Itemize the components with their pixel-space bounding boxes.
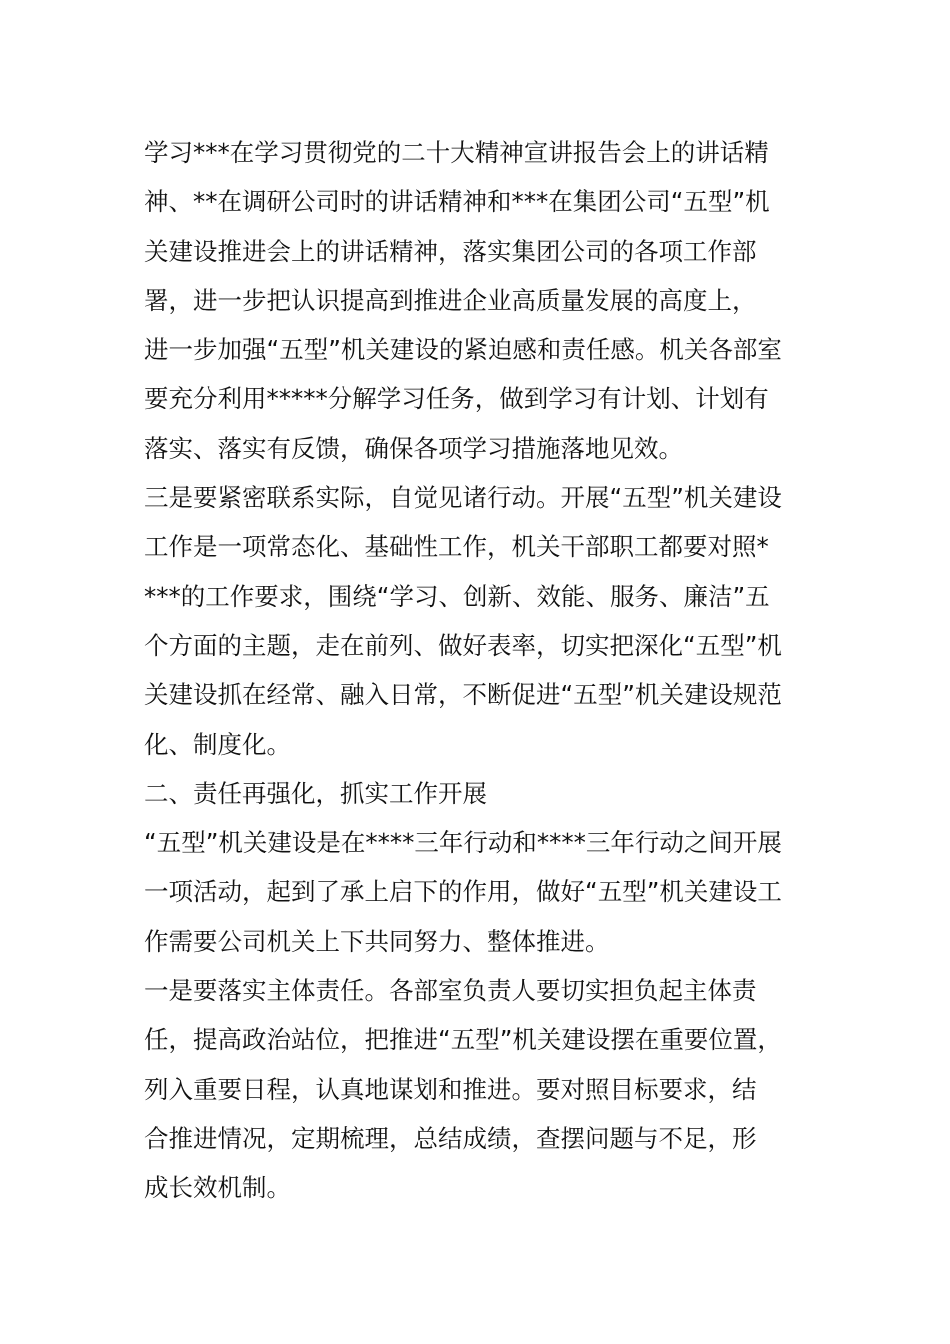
text-line: 神、**在调研公司时的讲话精神和***在集团公司“五型”机 [144,187,770,217]
text-line: 任，提高政治站位，把推进“五型”机关建设摆在重要位置， [144,1025,782,1055]
section-heading [144,769,808,818]
document-body [144,128,808,1213]
text-line: 一项活动，起到了承上启下的作用，做好“五型”机关建设工 [144,877,782,907]
text-line: 关建设推进会上的讲话精神，落实集团公司的各项工作部 [144,236,757,266]
text-line: 学习***在学习贯彻党的二十大精神宣讲报告会上的讲话精 [144,138,769,167]
text-line: 要充分利用*****分解学习任务，做到学习有计划、计划有 [144,384,769,414]
text-line: “五型”机关建设是在****三年行动和****三年行动之间开展 [144,828,782,858]
text-line: 署，进一步把认识提高到推进企业高质量发展的高度上， [144,285,757,315]
text-line: 进一步加强“五型”机关建设的紧迫感和责任感。机关各部室 [144,335,782,365]
text-line: 列入重要日程，认真地谋划和推进。要对照目标要求，结 [144,1074,757,1104]
text-line: 化、制度化。 [144,729,291,759]
text-line: ***的工作要求，围绕“学习、创新、效能、服务、廉洁”五 [144,581,770,611]
text-line: 三是要紧密联系实际，自觉见诸行动。开展“五型”机关建设 [144,483,782,513]
text-line: 合推进情况，定期梳理，总结成绩，查摆问题与不足，形 [144,1123,757,1153]
text-line: 关建设抓在经常、融入日常，不断促进“五型”机关建设规范 [144,680,782,710]
heading-line: 二、责任再强化，抓实工作开展 [144,778,487,808]
text-line: 作需要公司机关上下共同努力、整体推进。 [144,926,610,956]
text-line: 个方面的主题，走在前列、做好表率，切实把深化“五型”机 [144,630,782,660]
paragraph-section-intro [144,818,808,966]
text-line: 落实、落实有反馈，确保各项学习措施落地见效。 [144,433,683,463]
text-line: 一是要落实主体责任。各部室负责人要切实担负起主体责 [144,976,757,1006]
paragraph-study-requirements [144,128,808,473]
paragraph-point-one [144,966,808,1212]
paragraph-point-three [144,473,808,769]
text-line: 工作是一项常态化、基础性工作，机关干部职工都要对照* [144,532,769,562]
text-line: 成长效机制。 [144,1173,291,1203]
